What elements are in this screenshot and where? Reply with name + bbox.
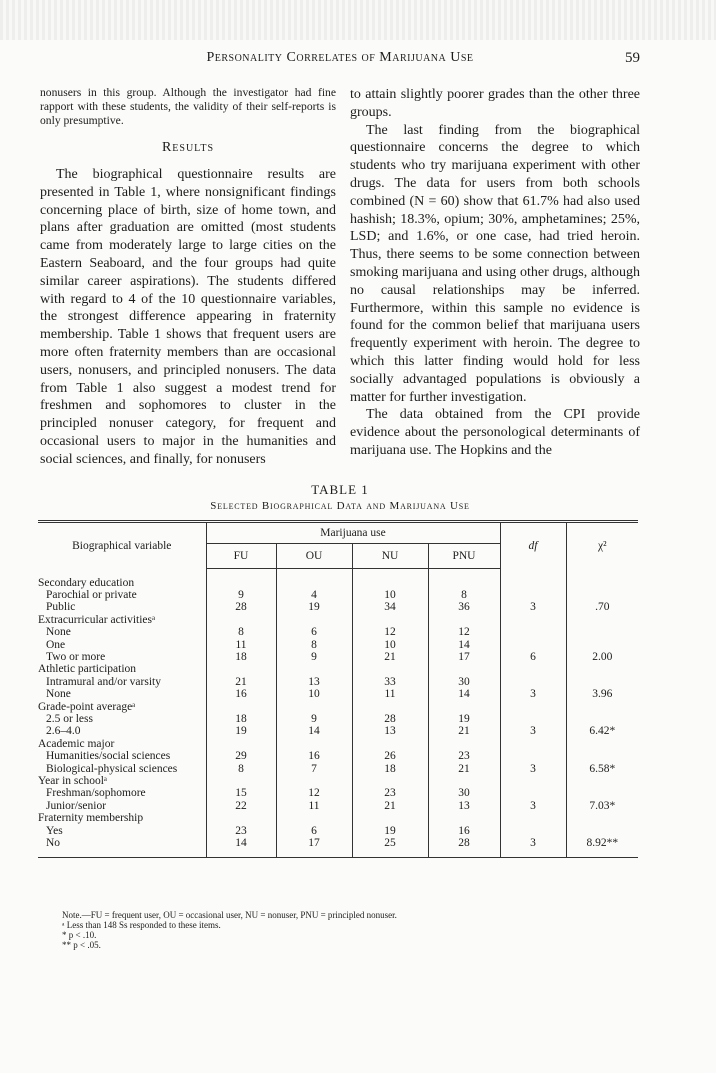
row-label: None <box>46 626 71 639</box>
table-row <box>38 651 638 663</box>
results-paragraph: The biographical questionnaire results are presented in Table 1, where nonsignificant findings concerning place of birth, size of home town, and plans after graduation are omitted (most students came from moderately large to large cities on the Eastern Seaboard, and the four groups had quite similar career aspirations). The students differed with regard to 4 of the 10 questionnaire variables, the strongest difference appearing in fraternity membership. Table 1 shows that frequent users are more often fraternity members than are occasional users, nonusers, and principled nonusers. The data from Table 1 also suggest a modest trend for freshmen and sophomores to cluster in the principled nonuser category, for frequent and occasional users to major in the humanities and social sciences, and finally, for nonusers <box>40 167 336 467</box>
table-row <box>38 763 638 775</box>
cell-pnu: 21 <box>428 763 500 775</box>
cell-chi-square <box>566 713 638 725</box>
cell-df: 3 <box>500 800 566 812</box>
cell-df <box>500 787 566 799</box>
cell-ou: 8 <box>276 639 352 651</box>
cell-chi-square: 3.96 <box>566 688 638 700</box>
cell-fu: 21 <box>206 676 276 688</box>
cell-pnu: 36 <box>428 601 500 613</box>
cell-nu: 21 <box>352 651 428 663</box>
cell-nu <box>352 614 428 626</box>
cell-chi-square <box>566 701 638 713</box>
cell-nu: 23 <box>352 787 428 799</box>
cell-df <box>500 812 566 824</box>
cell-nu: 33 <box>352 676 428 688</box>
row-label: Biological-physical sciences <box>46 762 178 775</box>
cell-nu: 28 <box>352 713 428 725</box>
right-column <box>350 86 640 460</box>
table-note: ** p < .05. <box>62 940 101 950</box>
biographical-table <box>38 520 638 858</box>
cell-pnu <box>428 663 500 675</box>
cell-fu: 29 <box>206 750 276 762</box>
header-pnu: PNU <box>428 544 500 569</box>
scan-edge-noise <box>0 0 716 40</box>
cell-pnu: 21 <box>428 725 500 737</box>
header-marijuana-use: Marijuana use <box>206 522 500 544</box>
cell-pnu: 23 <box>428 750 500 762</box>
cell-fu: 14 <box>206 837 276 858</box>
row-label: Fraternity membership <box>38 812 144 825</box>
cell-df <box>500 676 566 688</box>
cell-df: 3 <box>500 688 566 700</box>
page-header <box>40 50 640 72</box>
cell-ou: 4 <box>276 589 352 601</box>
cell-fu: 18 <box>206 713 276 725</box>
cell-pnu <box>428 614 500 626</box>
cell-pnu: 14 <box>428 639 500 651</box>
running-head: Personality Correlates of Marijuana Use <box>206 50 474 65</box>
cell-chi-square: 8.92** <box>566 837 638 858</box>
cell-df: 3 <box>500 601 566 613</box>
cell-chi-square <box>566 775 638 787</box>
cell-nu: 26 <box>352 750 428 762</box>
cell-ou: 17 <box>276 837 352 858</box>
cell-df: 3 <box>500 763 566 775</box>
cell-fu: 8 <box>206 626 276 638</box>
cell-pnu: 14 <box>428 688 500 700</box>
cell-df <box>500 639 566 651</box>
table-row <box>38 614 638 626</box>
cell-fu <box>206 775 276 787</box>
table-title: TABLE 1 <box>311 482 369 497</box>
table-note: ᵃ Less than 148 Ss responded to these items. <box>62 920 221 930</box>
cell-fu: 15 <box>206 787 276 799</box>
cell-chi-square <box>566 787 638 799</box>
cell-pnu: 28 <box>428 837 500 858</box>
table-row <box>38 701 638 713</box>
cell-df <box>500 626 566 638</box>
table-note: * p < .10. <box>62 930 97 940</box>
cell-nu <box>352 569 428 589</box>
cell-df: 3 <box>500 725 566 737</box>
cell-df <box>500 825 566 837</box>
header-nu: NU <box>352 544 428 569</box>
cell-pnu: 12 <box>428 626 500 638</box>
cell-pnu: 30 <box>428 787 500 799</box>
cell-fu: 11 <box>206 639 276 651</box>
cell-nu: 19 <box>352 825 428 837</box>
row-label: 2.6–4.0 <box>46 725 81 738</box>
cpi-paragraph: The data obtained from the CPI provide evidence about the personological determinants of marijuana use. The Hopkins and the <box>350 407 640 458</box>
cell-df <box>500 701 566 713</box>
cell-ou <box>276 569 352 589</box>
row-label: Grade-point averageᵃ <box>38 700 136 713</box>
cell-df <box>500 775 566 787</box>
cell-fu <box>206 663 276 675</box>
row-label: One <box>46 638 66 651</box>
table-row <box>38 775 638 787</box>
cell-chi-square <box>566 626 638 638</box>
cell-nu: 12 <box>352 626 428 638</box>
cell-chi-square <box>566 676 638 688</box>
cell-nu <box>352 663 428 675</box>
cell-nu <box>352 701 428 713</box>
table-row <box>38 626 638 638</box>
continued-paragraph-right: to attain slightly poorer grades than the other three groups. <box>350 87 640 120</box>
row-label: None <box>46 688 71 701</box>
table-row <box>38 750 638 762</box>
row-label: Public <box>46 601 76 614</box>
row-label: Yes <box>46 824 63 837</box>
row-label: Humanities/social sciences <box>46 750 171 763</box>
cell-chi-square <box>566 663 638 675</box>
header-chi-square: χ² <box>566 522 638 569</box>
cell-pnu: 30 <box>428 676 500 688</box>
cell-df: 3 <box>500 837 566 858</box>
cell-nu: 10 <box>352 639 428 651</box>
cell-pnu: 8 <box>428 589 500 601</box>
cell-nu: 13 <box>352 725 428 737</box>
table-row <box>38 837 638 858</box>
table-caption: Selected Biographical Data and Marijuana Use <box>210 500 470 512</box>
cell-ou: 11 <box>276 800 352 812</box>
cell-pnu <box>428 701 500 713</box>
table-row <box>38 787 638 799</box>
table-notes <box>62 910 622 950</box>
header-biographical-variable: Biographical variable <box>38 522 206 569</box>
cell-fu <box>206 701 276 713</box>
table-row <box>38 639 638 651</box>
cell-pnu: 19 <box>428 713 500 725</box>
cell-pnu: 13 <box>428 800 500 812</box>
row-label: Parochial or private <box>46 588 137 601</box>
table-row <box>38 725 638 737</box>
row-label: Year in schoolᵃ <box>38 775 108 787</box>
table-row <box>38 825 638 837</box>
cell-fu: 23 <box>206 825 276 837</box>
cell-pnu <box>428 569 500 589</box>
cell-chi-square <box>566 639 638 651</box>
cell-fu: 9 <box>206 589 276 601</box>
table-row <box>38 800 638 812</box>
cell-df <box>500 663 566 675</box>
cell-ou: 10 <box>276 688 352 700</box>
cell-pnu <box>428 738 500 750</box>
cell-chi-square <box>566 825 638 837</box>
table-body <box>38 569 638 858</box>
table-row <box>38 688 638 700</box>
cell-ou: 19 <box>276 601 352 613</box>
cell-fu: 19 <box>206 725 276 737</box>
cell-ou <box>276 738 352 750</box>
table-row <box>38 569 638 589</box>
cell-nu <box>352 812 428 824</box>
cell-nu: 11 <box>352 688 428 700</box>
page-number: 59 <box>625 50 640 66</box>
cell-nu: 10 <box>352 589 428 601</box>
row-label: Academic major <box>38 737 115 750</box>
cell-nu: 34 <box>352 601 428 613</box>
cell-ou <box>276 614 352 626</box>
row-label: Intramural and/or varsity <box>46 675 161 688</box>
cell-fu: 16 <box>206 688 276 700</box>
cell-fu: 22 <box>206 800 276 812</box>
drug-use-paragraph: The last finding from the biographical questionnaire concerns the degree to which students who try marijuana experiment with other drugs. The data for users from both schools combined (N = 60) show that 61.7% had also used hashish; 18.3%, opium; 30%, amphetamines; 25%, LSD; and 1.6%, or one case, had tried heroin. Thus, there seems to be some connection between smoking marijuana and using other drugs, although no causal relationships may be inferred. Furthermore, within this sample no evidence is found for the common belief that marijuana users frequently experiment with heroin. The degree to which this latter finding would hold for less socially advantaged populations is obviously a matter for further investigation. <box>350 122 640 405</box>
section-heading-results: Results <box>161 140 215 155</box>
row-label: Extracurricular activitiesᵃ <box>38 613 156 626</box>
cell-ou <box>276 812 352 824</box>
table-row <box>38 601 638 613</box>
cell-chi-square: 6.42* <box>566 725 638 737</box>
cell-ou: 9 <box>276 651 352 663</box>
cell-pnu: 16 <box>428 825 500 837</box>
cell-ou: 6 <box>276 626 352 638</box>
table-row <box>38 589 638 601</box>
cell-df: 6 <box>500 651 566 663</box>
cell-nu: 25 <box>352 837 428 858</box>
cell-df <box>500 569 566 589</box>
row-label: Secondary education <box>38 576 135 589</box>
header-fu: FU <box>206 544 276 569</box>
cell-ou: 7 <box>276 763 352 775</box>
cell-df <box>500 713 566 725</box>
cell-ou <box>276 663 352 675</box>
cell-fu: 28 <box>206 601 276 613</box>
cell-fu <box>206 614 276 626</box>
cell-ou <box>276 701 352 713</box>
table-row <box>38 738 638 750</box>
cell-fu: 8 <box>206 763 276 775</box>
row-label: Two or more <box>46 650 106 663</box>
table-row <box>38 812 638 824</box>
cell-fu <box>206 812 276 824</box>
table-row <box>38 676 638 688</box>
row-label: No <box>38 837 206 858</box>
cell-nu: 18 <box>352 763 428 775</box>
cell-ou: 13 <box>276 676 352 688</box>
cell-ou: 6 <box>276 825 352 837</box>
cell-ou <box>276 775 352 787</box>
cell-pnu <box>428 775 500 787</box>
table-row <box>38 663 638 675</box>
cell-df <box>500 738 566 750</box>
cell-nu <box>352 775 428 787</box>
cell-chi-square <box>566 569 638 589</box>
continued-paragraph: nonusers in this group. Although the investigator had fine rapport with these students, the validity of their self-reports is only presumptive. <box>40 86 336 127</box>
cell-nu <box>352 738 428 750</box>
cell-chi-square: .70 <box>566 601 638 613</box>
cell-fu <box>206 738 276 750</box>
header-df: df <box>500 522 566 569</box>
row-label: Athletic participation <box>38 663 137 676</box>
row-label: Freshman/sophomore <box>46 787 146 800</box>
cell-pnu: 17 <box>428 651 500 663</box>
header-ou: OU <box>276 544 352 569</box>
cell-df <box>500 614 566 626</box>
cell-chi-square <box>566 614 638 626</box>
cell-ou: 14 <box>276 725 352 737</box>
row-label: 2.5 or less <box>46 712 93 725</box>
cell-ou: 9 <box>276 713 352 725</box>
cell-chi-square <box>566 750 638 762</box>
table-row <box>38 713 638 725</box>
cell-chi-square: 2.00 <box>566 651 638 663</box>
cell-chi-square <box>566 738 638 750</box>
cell-pnu <box>428 812 500 824</box>
cell-ou: 16 <box>276 750 352 762</box>
cell-df <box>500 750 566 762</box>
cell-chi-square <box>566 589 638 601</box>
cell-chi-square: 6.58* <box>566 763 638 775</box>
cell-df <box>500 589 566 601</box>
cell-ou: 12 <box>276 787 352 799</box>
left-column <box>40 86 336 469</box>
cell-nu: 21 <box>352 800 428 812</box>
cell-chi-square <box>566 812 638 824</box>
cell-fu <box>206 569 276 589</box>
table-note: Note.—FU = frequent user, OU = occasional user, NU = nonuser, PNU = principled nonuser. <box>62 910 397 920</box>
cell-chi-square: 7.03* <box>566 800 638 812</box>
cell-fu: 18 <box>206 651 276 663</box>
row-label: Junior/senior <box>46 799 107 812</box>
